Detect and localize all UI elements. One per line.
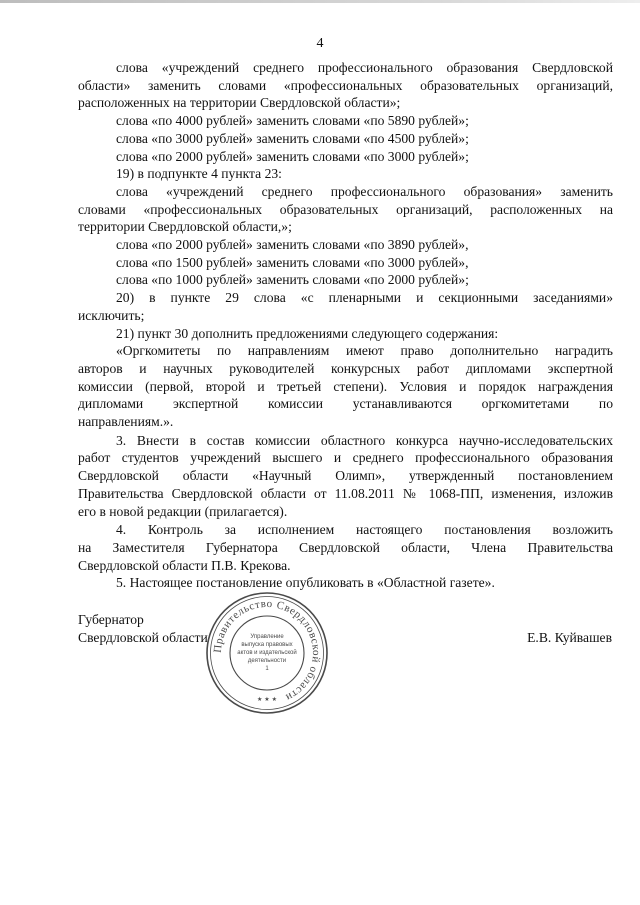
top-border-line (0, 0, 640, 3)
text-line: 19) в подпункте 4 пункта 23: (116, 166, 282, 182)
text-line: слова «по 1000 рублей» заменить словами «по 2000 рублей»; (116, 272, 469, 288)
seal-ring-text: Правительство Свердловской области (211, 597, 323, 704)
text-line: работ студентов учреждений высшего и среднего профессионального образования (78, 450, 613, 466)
text-line: его в новой редакции (прилагается). (78, 503, 288, 519)
document-body (78, 59, 613, 592)
text-line: «Оргкомитеты по направлениям имеют право дополнительно наградить (116, 343, 613, 359)
text-line: 5. Настоящее постановление опубликовать в «Областной газете». (116, 575, 495, 591)
text-line: 3. Внести в состав комиссии областного конкурса научно-исследовательских (116, 432, 613, 448)
text-line: слова «по 4000 рублей» заменить словами «по 5890 рублей»; (116, 113, 469, 129)
text-line: слова «по 3000 рублей» заменить словами «по 4500 рублей»; (116, 130, 469, 146)
text-line: Свердловской области П.В. Крекова. (78, 557, 291, 573)
text-line: расположенных на территории Свердловской области»; (78, 95, 401, 111)
text-line: 21) пункт 30 дополнить предложениями следующего содержания: (116, 325, 499, 341)
text-line: авторов и научных руководителей конкурсных работ дипломами экспертной (78, 360, 613, 376)
text-line: исключить; (78, 307, 145, 323)
text-line: направлениям.». (78, 414, 174, 430)
text-line: слова «по 2000 рублей» заменить словами «по 3890 рублей», (116, 237, 469, 253)
seal-inner-text: выпуска правовых (241, 642, 293, 648)
text-line: 20) в пункте 29 слова «с пленарными и секционными заседаниями» (116, 290, 613, 306)
text-line: словами «профессиональных образовательных организаций, расположенных на (78, 201, 613, 217)
text-line: 4. Контроль за исполнением настоящего постановления возложить (116, 522, 613, 538)
signatory-title-line: Свердловской области (78, 630, 208, 645)
seal-inner-text: 1 (265, 666, 269, 672)
signatory-name: Е.В. Куйвашев (527, 630, 612, 645)
page-number: 4 (316, 36, 324, 51)
text-line: слова «по 2000 рублей» заменить словами «по 3000 рублей»; (116, 148, 469, 164)
text-line: дипломами экспертной комиссии устанавливаются оргкомитетами по (78, 396, 613, 412)
seal-inner-text: деятельности (247, 658, 287, 664)
seal-inner-text: актов и издательской (237, 650, 297, 656)
seal-stars: ★ ★ ★ (257, 696, 277, 703)
text-line: территории Свердловской области,»; (78, 219, 292, 235)
signatory-title-line: Губернатор (78, 612, 144, 627)
text-line: на Заместителя Губернатора Свердловской области, Члена Правительства (78, 539, 613, 555)
text-line: слова «учреждений среднего профессионального образования» заменить (116, 183, 613, 199)
text-line: Свердловской области «Научный Олимп», утвержденный постановлением (78, 468, 613, 484)
text-line: слова «учреждений среднего профессионального образования Свердловской (116, 60, 613, 75)
official-seal (204, 590, 330, 716)
text-line: комиссии (первой, второй и третьей степени). Условия и порядок награждения (78, 378, 613, 394)
text-line: слова «по 1500 рублей» заменить словами «по 3000 рублей», (116, 254, 469, 270)
seal-inner-text: Управление (250, 634, 284, 640)
signatory-title (78, 611, 208, 647)
text-line: Правительства Свердловской области от 11.08.2011 № 1068-ПП, изменения, изложив (78, 485, 613, 501)
text-line: области» заменить словами «профессиональных образовательных организаций, (78, 77, 613, 93)
